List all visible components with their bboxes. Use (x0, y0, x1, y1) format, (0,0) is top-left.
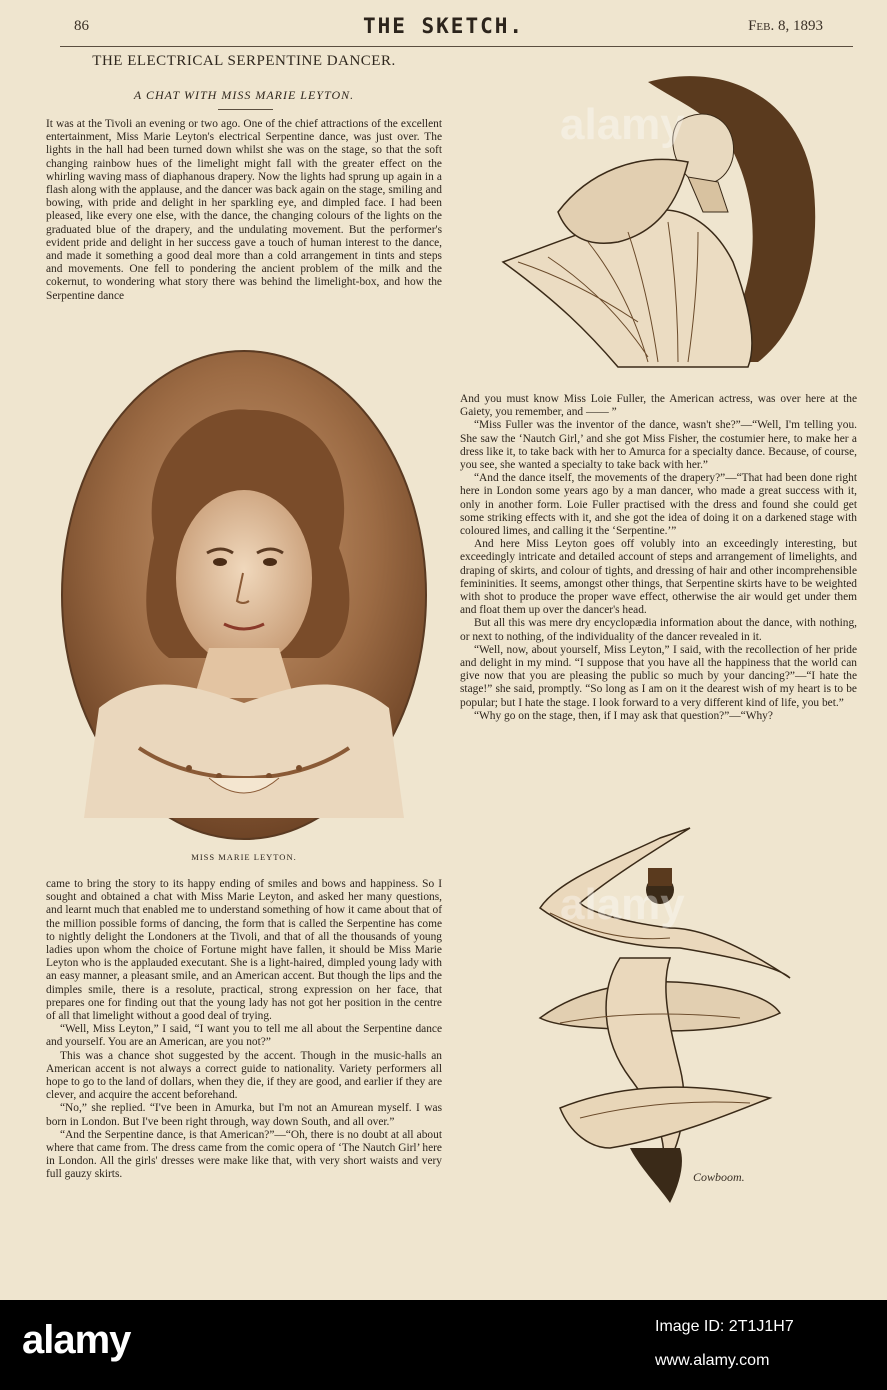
paragraph: This was a chance shot suggested by the accent. Though in the music-halls an American accent is not always a correct guide to nationality. Variety performers all hope to go to the land of dollars, when they die, if they are good, and earlier if they are clever, and acquire the accent beforehand. (46, 1049, 442, 1102)
issue-date: Feb. 8, 1893 (748, 18, 823, 34)
serpentine-dancer-illustration (520, 818, 820, 1228)
paragraph: And here Miss Leyton goes off volubly into an exceedingly interesting, but exceedingly intricate and detailed account of steps and arrangement of limelights, and draping of skirts, and colour of tights, and dressing of hair and other incomprehensible femininities. It seems, amongst other things, that Serpentine skirts have to be weighted with shot to produce the proper wave effect, otherwise the air would get under them and float them up over the dancer's head. (460, 538, 857, 617)
portrait-caption: MISS MARIE LEYTON. (191, 852, 297, 862)
face (176, 490, 312, 666)
paragraph: “No,” she replied. “I've been in Amurka, but I'm not an Amurean myself. I was born in London. But I've been right through, way down South, and all over.” (46, 1102, 442, 1128)
column-c (460, 393, 857, 723)
column-b (46, 878, 442, 1182)
portrait-photo (59, 348, 429, 842)
article-title: THE ELECTRICAL SERPENTINE DANCER. (92, 53, 396, 69)
paragraph: But all this was mere dry encyclopædia information about the dance, with nothing, or next to nothing, of the individuality of the dancer revealed in it. (460, 617, 857, 643)
article-subtitle: A CHAT WITH MISS MARIE LEYTON. (133, 88, 355, 102)
paragraph: And you must know Miss Loie Fuller, the American actress, was over here at the Gaiety, you remember, and —— ” (460, 393, 857, 419)
column-a (46, 118, 442, 303)
title-divider (218, 109, 273, 110)
stock-url: www.alamy.com (655, 1352, 770, 1369)
stock-watermark-band (0, 1300, 887, 1390)
dress (84, 685, 404, 818)
image-id: Image ID: 2T1J1H7 (655, 1318, 794, 1335)
paragraph: It was at the Tivoli an evening or two ago. One of the chief attractions of the excellent entertainment, Miss Marie Leyton's electrical Serpentine dance, was just over. The lights in the hall had been turned down whilst she was on the stage, so that the soft changing rainbow hues of the limelight might fall with the greater effect on the whirling waving mass of diaphanous drapery. Now the lights had sprung up again in a flash along with the applause, and the dancer was back again on the stage, smiling and bowing, with pride and delight in her sparkling eye, and dimpled face. I had been pleased, like every one else, with the dance, the changing colours of the lights on the graduated blue of the drapery, and the undulating movement. But the performer's evident pride and delight in her success gave a touch of human interest to the dance, and made it something a good deal more than a cold arrangement in tints and steps and movements. One fell to pondering the ancient problem of the milk and the cokernut, to wondering what story there was behind the limelight-box, and how the Serpentine dance (46, 118, 442, 302)
paragraph: “And the Serpentine dance, is that American?”—“Oh, there is no doubt at all about where that came from. The dress came from the comic opera of ‘The Nautch Girl’ here in London. All the girls' dresses were make like that, with very short waists and very full gauzy skirts. (46, 1128, 442, 1181)
paragraph: came to bring the story to its happy ending of smiles and bows and happiness. So I sought and obtained a chat with Miss Marie Leyton, and asked her many questions, and learnt much that enabled me to understand something of how it came about that of the million possible forms of dancing, the form that is called the Serpentine has come to nightly delight the Londoners at the Tivoli, and that of all the thousands of young ladies upon whom the choice of Fortune might have fallen, it should be Miss Marie Leyton who is the applauded executant. She is a light-haired, dimpled young lady with an easy manner, a pleasant smile, and an American accent. But though the lips and the dimples smile, there is a resolute, practical, strong expression on her face, that prepares one for finding out that the young lady has not got her position in the centre of all that limelight without a good deal of trying. (46, 878, 442, 1023)
paragraph: “Miss Fuller was the inventor of the dance, wasn't she?”—“Well, I'm telling you. She saw the ‘Nautch Girl,’ and she got Miss Fisher, the costumier here, to make her a dress like it, to take back with her to Amurca for a specialty dance. Because, of course, you see, she wanted a specialty to take back with her.” (460, 419, 857, 472)
artist-signature: Cowboom. (693, 1170, 745, 1184)
dancer-illustration-top (498, 62, 828, 382)
paragraph: “And the dance itself, the movements of the drapery?”—“That had been done right here in London some years ago by a man dancer, who made a great success with it, only in another form. Loie Fuller practised with the dress and found she could get some striking effects with it, and she got the idea of doing it on a darkened stage with coloured limes, and calling it the ‘Serpentine.’” (460, 472, 857, 538)
page-number: 86 (74, 18, 89, 34)
masthead: THE SKETCH. (362, 14, 525, 38)
watermark-overlay: alamy (560, 100, 685, 149)
watermark-overlay: alamy (560, 880, 685, 929)
paragraph: “Well, now, about yourself, Miss Leyton,” I said, with the recollection of her pride and delight in my mind. “I suppose that you have all the happiness that the world can give now that you are pleasing the public so much by your dancing?”—“I hate the stage!” she said, promptly. “So long as I am on it the dearest wish of my heart is to be popular; but I hate the stage. I look forward to a very different kind of life, you bet.” (460, 643, 857, 709)
alamy-logo: alamy (22, 1318, 131, 1362)
header-rule (60, 46, 853, 47)
paragraph: “Well, Miss Leyton,” I said, “I want you to tell me all about the Serpentine dance and yourself. You are an American, are you not?” (46, 1023, 442, 1049)
paragraph: “Why go on the stage, then, if I may ask that question?”—“Why? (474, 709, 773, 722)
